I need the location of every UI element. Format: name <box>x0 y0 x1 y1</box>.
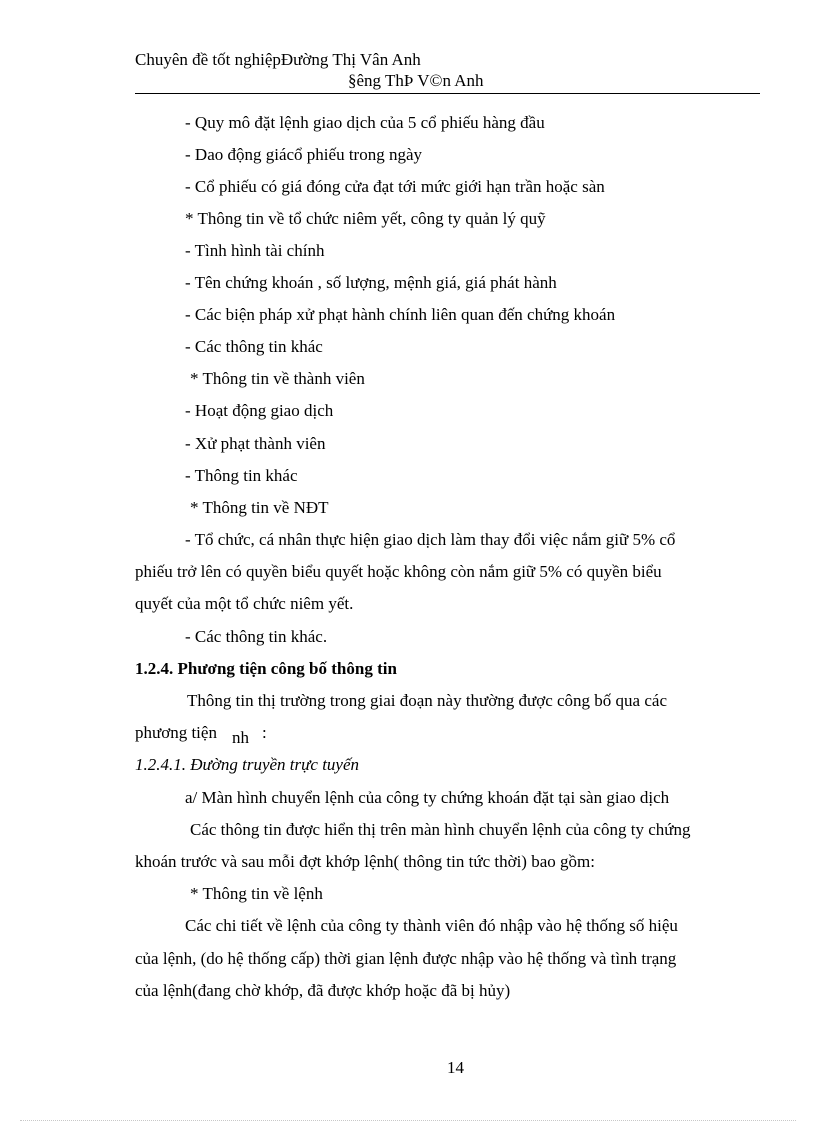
text-line: - Các thông tin khác. <box>185 627 328 646</box>
subsection-heading: 1.2.4.1. Đường truyền trực tuyến <box>135 755 360 774</box>
header-divider <box>135 93 760 94</box>
text-line: - Xử phạt thành viên <box>185 434 326 453</box>
text-line: - Các thông tin khác <box>185 337 323 356</box>
text-line: - Dao động giácổ phiếu trong ngày <box>185 145 422 164</box>
text-fragment: : <box>262 723 267 742</box>
text-line: - Tên chứng khoán , số lượng, mệnh giá, giá phát hành <box>185 273 557 292</box>
text-line: a/ Màn hình chuyển lệnh của công ty chứng khoán đặt tại sàn giao dịch <box>185 788 670 807</box>
text-line: Thông tin thị trường trong giai đoạn này thường được công bố qua các <box>187 691 667 710</box>
text-line: - Tình hình tài chính <box>185 241 325 260</box>
page-bottom-border <box>20 1120 796 1121</box>
text-line: * Thông tin về lệnh <box>190 884 323 903</box>
text-line: của lệnh(đang chờ khớp, đã được khớp hoặc đã bị hủy) <box>135 981 511 1000</box>
text-line: phiếu trở lên có quyền biểu quyết hoặc không còn nắm giữ 5% có quyền biểu <box>135 562 662 581</box>
text-line: - Các biện pháp xử phạt hành chính liên quan đến chứng khoán <box>185 305 616 324</box>
text-line: phương tiện <box>135 723 217 742</box>
text-line: - Thông tin khác <box>185 466 298 485</box>
text-fragment: nh <box>232 728 249 747</box>
text-line: * Thông tin về thành viên <box>190 369 365 388</box>
text-line: - Tổ chức, cá nhân thực hiện giao dịch làm thay đổi việc nắm giữ 5% cổ <box>185 530 676 549</box>
text-line: * Thông tin về NĐT <box>190 498 329 517</box>
text-line: - Quy mô đặt lệnh giao dịch của 5 cổ phiếu hàng đầu <box>185 113 545 132</box>
text-line: quyết của một tổ chức niêm yết. <box>135 594 354 613</box>
text-line: - Hoạt động giao dịch <box>185 401 334 420</box>
text-line: Các chi tiết về lệnh của công ty thành viên đó nhập vào hệ thống số hiệu <box>185 916 678 935</box>
header-title: Chuyên đề tốt nghiệpĐường Thị Vân Anh <box>135 50 421 69</box>
text-line: khoán trước và sau mỗi đợt khớp lệnh( thông tin tức thời) bao gồm: <box>135 852 595 871</box>
page-number: 14 <box>447 1058 464 1077</box>
section-heading: 1.2.4. Phương tiện công bố thông tin <box>135 659 397 678</box>
text-line: * Thông tin về tổ chức niêm yết, công ty quản lý quỹ <box>185 209 546 228</box>
header-author-garbled: §êng ThÞ V©n Anh <box>348 71 484 90</box>
text-line: Các thông tin được hiển thị trên màn hình chuyển lệnh của công ty chứng <box>190 820 691 839</box>
text-line: của lệnh, (do hệ thống cấp) thời gian lệnh được nhập vào hệ thống và tình trạng <box>135 949 677 968</box>
text-line: - Cổ phiếu có giá đóng cửa đạt tới mức giới hạn trần hoặc sàn <box>185 177 605 196</box>
